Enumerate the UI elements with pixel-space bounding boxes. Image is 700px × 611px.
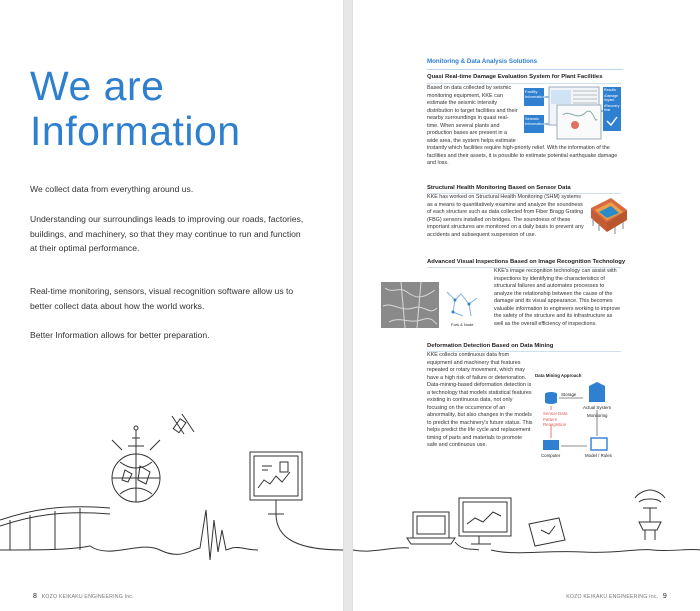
- sensor-data-label: Sensor Data: [543, 411, 568, 416]
- satellite-icon: [172, 414, 194, 434]
- recovery-time-label: •Recovery time: [604, 104, 620, 113]
- section-body: [427, 85, 621, 175]
- actual-system-label: Actual System: [583, 405, 612, 410]
- section-body: KKE has worked on Structural Health Monitoring (SHM) systems as a means to quantitatively examine and analyze the soundness of each structure such as data collected from Fiber Bragg Grating (FBG) sensors installed on bridges. The soundness of these important structures are monitored on a daily basis to prevent any accidents and subsequent suspension of use.: [427, 194, 584, 238]
- line-art-illustration: [353, 478, 700, 578]
- data-mining-title: Data Mining Approach: [535, 373, 582, 378]
- hero-line-2: Information: [30, 108, 241, 154]
- company-name: KOZO KEIKAKU ENGINEERING Inc.: [41, 594, 134, 600]
- monitor-icon: [250, 452, 302, 514]
- right-page: [352, 0, 700, 611]
- model-rules-label: Model / Rules: [585, 453, 612, 458]
- crack-recognition-figure: [381, 282, 491, 328]
- storage-label: Storage: [561, 392, 577, 397]
- pattern-recognition-label: Pattern Recognition: [543, 417, 567, 427]
- globe-icon: [112, 426, 160, 502]
- facility-info-label: Facility Information: [525, 89, 546, 99]
- left-page: [0, 0, 344, 611]
- monitoring-label: Monitoring: [587, 413, 608, 418]
- results-label: Results: [604, 88, 616, 92]
- hero-title: [30, 64, 241, 154]
- intro-paragraph: Better Information allows for better preparation.: [30, 330, 210, 340]
- section-title: Advanced Visual Inspections Based on Image Recognition Technology: [427, 259, 626, 265]
- bridge-stress-heatmap-figure: [589, 196, 629, 236]
- page-number: 9: [662, 593, 667, 600]
- section-body-text: Based on data collected by seismic monitoring equipment, KKE can estimate the seismic intensity distribution to target facilities and their nearby surroundings in quasi real-time. When several plants and production bases are present in a wide area, the system helps estimate instantly which facilities require high-priority relief. With the information of the facilities and their assets, it is possible to estimate potential earthquake damage and loss.: [427, 85, 618, 166]
- tablet-icon: [529, 518, 565, 546]
- desktop-monitor-icon: [459, 498, 511, 544]
- page-number: 8: [33, 593, 38, 600]
- section-title: Structural Health Monitoring Based on Sensor Data: [427, 185, 571, 191]
- intro-paragraph: We collect data from everything around us.: [30, 184, 194, 194]
- bridge-icon: [0, 507, 110, 550]
- page-footer: [30, 593, 134, 600]
- seismic-info-label: Seismic Information: [525, 116, 546, 126]
- hero-line-1: We are: [30, 63, 165, 109]
- line-art-illustration: [0, 400, 344, 570]
- section-body-text: KKE's image recognition technology can assist with inspections by identifying the characteristics of structural failures and automates processes to analyze the relationship between the cause of the damage and its visual appearance. This becomes valuable information to engineers working to improve the safety of the structure and its infrastructure as well as the overall efficiency of inspections.: [494, 268, 621, 327]
- section-body: [427, 268, 621, 328]
- damage-impact-label: •Damage Impact: [604, 94, 619, 103]
- fork-node-label: Fork & Node: [451, 322, 474, 327]
- page-footer: [566, 593, 670, 600]
- section-header: Monitoring & Data Analysis Solutions: [427, 58, 538, 65]
- section-title: Quasi Real-time Damage Evaluation System for Plant Facilities: [427, 74, 603, 80]
- section-divider: [427, 83, 621, 84]
- section-body-text: KKE collects continuous data from equipment and machinery that features repeated or rotary movement, which may have a high risk of failure or deterioration. Data-mining-based deformation detection is a technology that models statistical features existing in continuous data, not only focusing on the occurrence of an abnormality, but also changes in the models to predict the machinery's future status. This helps predict the life cycle and replacement timing of parts and materials to promote safe and continuous use.: [427, 352, 533, 448]
- computer-label: Computer: [541, 453, 561, 458]
- laptop-icon: [407, 512, 455, 544]
- company-name: KOZO KEIKAKU ENGINEERING Inc.: [566, 594, 659, 600]
- section-title: Deformation Detection Based on Data Mining: [427, 343, 554, 349]
- intro-paragraph: Real-time monitoring, sensors, visual recognition software allow us to better collect data about how the world works.: [30, 286, 294, 311]
- damage-evaluation-diagram: [523, 85, 621, 141]
- valve-antenna-icon: [635, 490, 665, 540]
- intro-paragraph: Understanding our surroundings leads to improving our roads, factories, buildings, and machinery, so that they may continue to run and function at their optimal performance.: [30, 214, 304, 253]
- section-body: [427, 352, 621, 468]
- header-divider: [427, 69, 623, 70]
- data-mining-diagram: [535, 373, 621, 468]
